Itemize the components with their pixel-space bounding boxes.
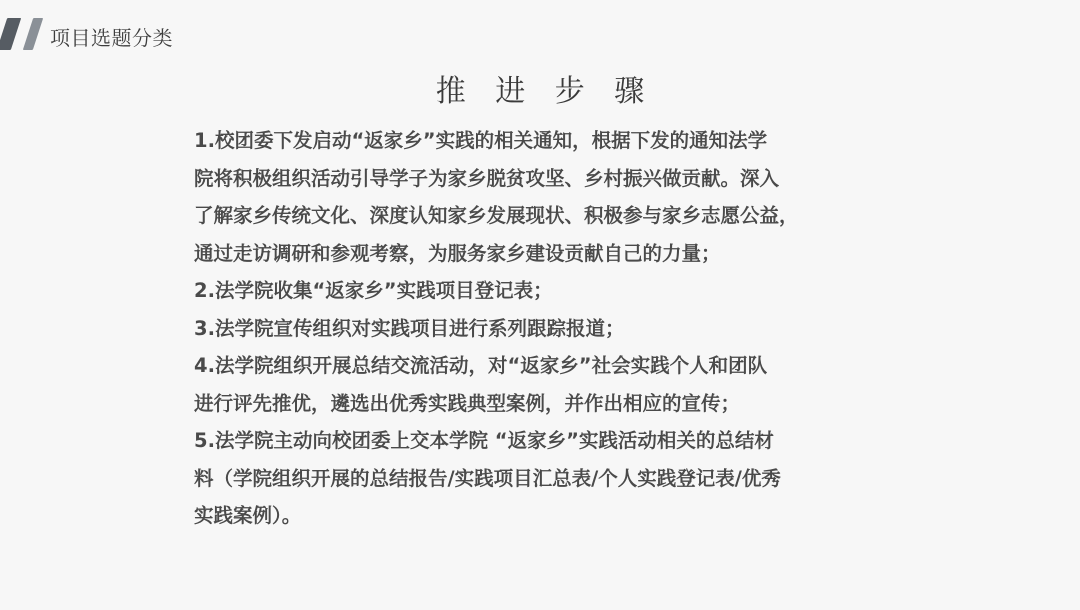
accent-bar-light [23,18,43,50]
text-line: 料（学院组织开展的总结报告/实践项目汇总表/个人实践登记表/优秀 [194,466,781,490]
text-line: 3.法学院宣传组织对实践项目进行系列跟踪报道； [194,316,625,340]
section-label: 项目选题分类 [50,26,173,50]
text-line: 4.法学院组织开展总结交流活动，对“返家乡”社会实践个人和团队 [194,354,768,377]
steps-text [194,122,904,535]
text-line: 5.法学院主动向校团委上交本学院 “返家乡”实践活动相关的总结材 [194,429,774,452]
text-line: 进行评先推优，遴选出优秀实践典型案例，并作出相应的宣传； [194,391,741,415]
text-line: 了解家乡传统文化、深度认知家乡发展现状、积极参与家乡志愿公益， [194,204,799,227]
text-line: 1.校团委下发启动“返家乡”实践的相关通知，根据下发的通知法学 [194,129,768,152]
accent-bar-dark [0,18,21,50]
text-line: 实践案例）。 [194,504,302,527]
text-line: 2.法学院收集“返家乡”实践项目登记表； [194,279,553,302]
text-line: 院将积极组织活动引导学子为家乡脱贫攻坚、乡村振兴做贡献。深入 [194,166,780,190]
text-line: 通过走访调研和参观考察，为服务家乡建设贡献自己的力量； [194,241,721,265]
page-title: 推 进 步 骤 [435,74,655,109]
section-header [0,14,400,54]
